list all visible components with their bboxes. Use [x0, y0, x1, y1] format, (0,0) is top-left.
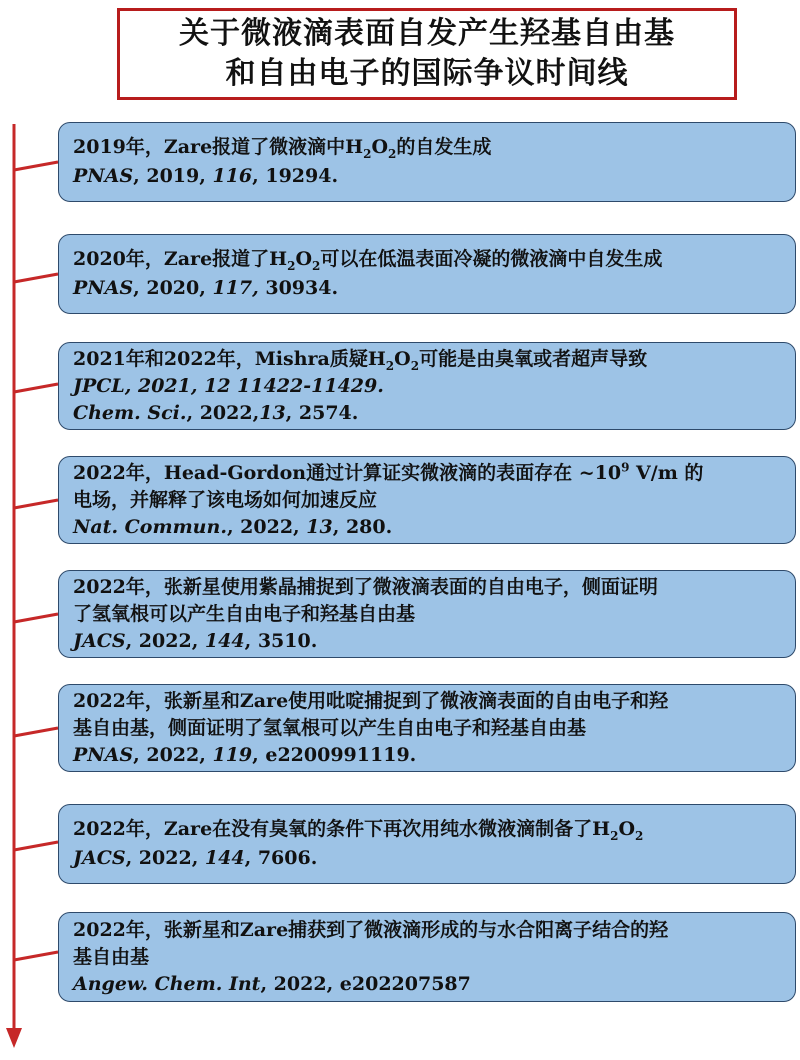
connector-6	[14, 728, 58, 736]
connector-7	[14, 842, 58, 850]
citation-jpcl: JPCL, 2021, 12 11422-11429.	[73, 374, 384, 397]
citation: PNAS, 2020, 117, 30934.	[73, 277, 339, 299]
event-text: 2022年，Head-Gordon通过计算证实微液滴的表面存在 $\sim 10^9$ V/m 的	[73, 460, 704, 484]
event-text: 2022年，张新星使用紫晶捕捉到了微液滴表面的自由电子，侧面证明	[73, 575, 658, 598]
citation: JACS, 2022, 144, 3510.	[73, 629, 318, 652]
citation: Nat. Commun., 2022, 13, 280.	[73, 515, 393, 538]
event-text: 2022年，张新星和Zare捕获到了微液滴形成的与水合阳离子结合的羟	[73, 918, 669, 941]
event-text-line2: 了氢氧根可以产生自由电子和羟基自由基	[73, 602, 416, 625]
connector-4	[14, 500, 58, 508]
timeline-card-zare-no-ozone	[58, 804, 796, 884]
citation: JACS, 2022, 144, 7606.	[73, 847, 318, 869]
event-text-line2: 基自由基，侧面证明了氢氧根可以产生自由电子和羟基自由基	[73, 716, 587, 739]
timeline-card-zhang-zare-pyridine	[58, 684, 796, 772]
timeline-card-2019	[58, 122, 796, 202]
timeline-card-2021-2022	[58, 342, 796, 430]
citation-chem-sci: Chem. Sci., 2022,13, 2574.	[73, 401, 359, 424]
citation: Angew. Chem. Int, 2022, e202207587	[73, 972, 471, 995]
event-text: 2019年，Zare报道了微液滴中$H_2O_2$的自发生成	[73, 136, 492, 161]
connector-2	[14, 274, 58, 282]
connector-5	[14, 614, 58, 622]
event-text: 2021年和2022年，Mishra质疑$H_2O_2$可能是由臭氧或者超声导致	[73, 347, 648, 373]
title-line-1: 关于微液滴表面自发产生羟基自由基	[179, 16, 675, 51]
title-line-2: 和自由电子的国际争议时间线	[225, 56, 629, 91]
connector-3	[14, 384, 58, 392]
connector-8	[14, 952, 58, 960]
citation: PNAS, 2022, 119, e2200991119.	[73, 743, 417, 766]
timeline-card-head-gordon	[58, 456, 796, 544]
timeline-card-2020	[58, 234, 796, 314]
timeline-arrowhead	[6, 1028, 22, 1048]
connector-1	[14, 162, 58, 170]
event-text: 2022年，张新星和Zare使用吡啶捕捉到了微液滴表面的自由电子和羟	[73, 689, 669, 712]
timeline-card-zhang-xinxing	[58, 570, 796, 658]
citation: PNAS, 2019, 116, 19294.	[73, 165, 339, 187]
event-text-line2: 基自由基	[73, 945, 150, 968]
event-text: 2022年，Zare在没有臭氧的条件下再次用纯水微液滴制备了$H_2O_2$	[73, 818, 644, 843]
event-text-line2: 电场，并解释了该电场如何加速反应	[73, 488, 378, 511]
event-text: 2020年，Zare报道了$H_2O_2$可以在低温表面冷凝的微液滴中自发生成	[73, 248, 663, 273]
timeline-card-hydrated-cation	[58, 912, 796, 1002]
